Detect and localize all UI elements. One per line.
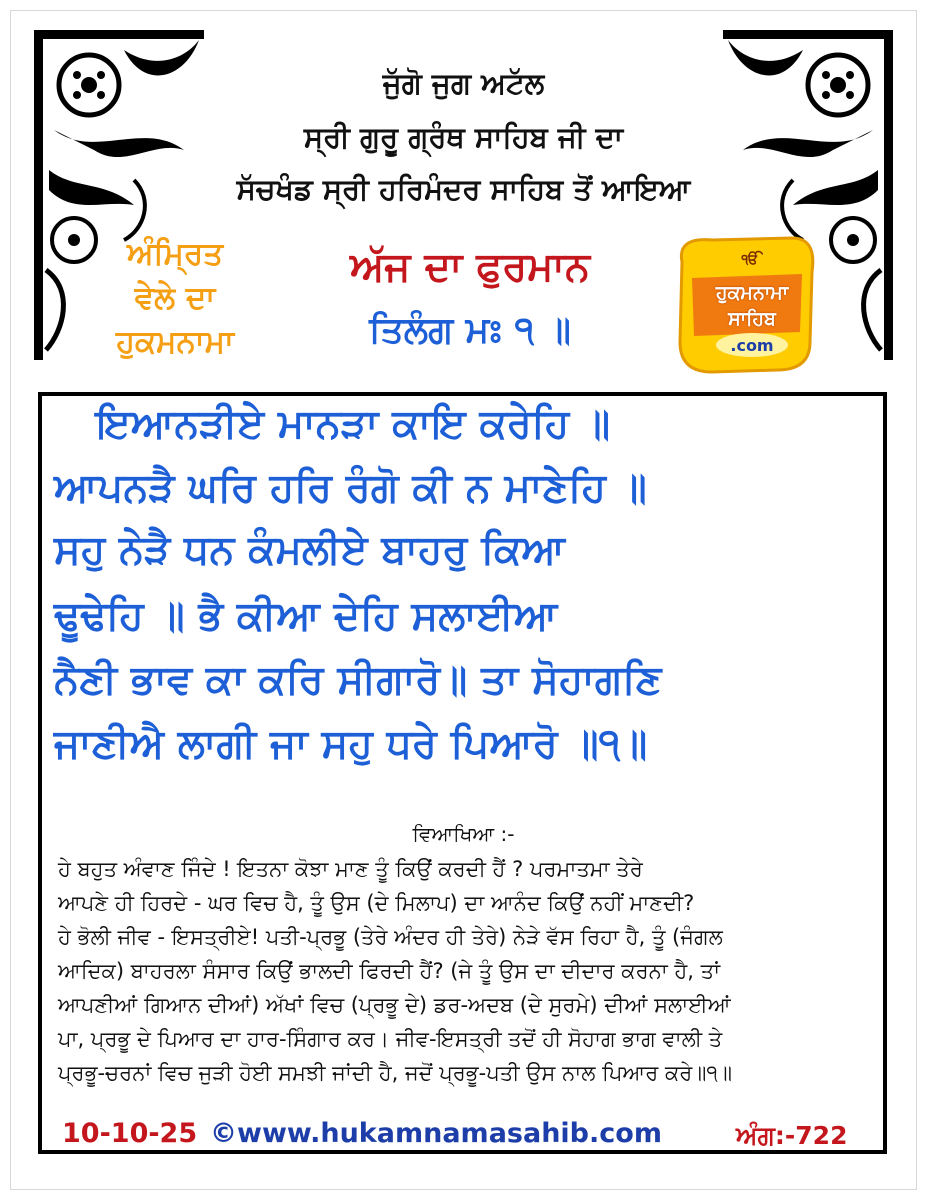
footer-date: 10-10-25: [62, 1118, 198, 1149]
verse-line-4: ਢੂਢੇਹਿ ॥ ਭੈ ਕੀਆ ਦੇਹਿ ਸਲਾਈਆ: [54, 593, 558, 639]
explanation-line-4: ਆਦਿਕ) ਬਾਹਰਲਾ ਸੰਸਾਰ ਕਿਉਂ ਭਾਲਦੀ ਫਿਰਦੀ ਹੈਂ? (ਜੇ ਤੂੰ ਉਸ ਦਾ ਦੀਦਾਰ ਕਰਨਾ ਹੈ, ਤਾਂ: [58, 959, 721, 983]
amrit-vele-label: [50, 232, 300, 364]
verse-line-5: ਨੈਣੀ ਭਾਵ ਕਾ ਕਰਿ ਸੀਗਾਰੋ॥ ਤਾ ਸੋਹਾਗਣਿ: [54, 657, 662, 703]
hukamnama-logo: [672, 232, 820, 376]
amrit-line-1: ਅੰਮ੍ਰਿਤ: [126, 236, 224, 272]
logo-com: .com: [730, 336, 774, 355]
footer-website-link[interactable]: ©www.hukamnamasahib.com: [210, 1118, 662, 1149]
explanation-line-1: ਹੇ ਬਹੁਤ ਅੰਵਾਣ ਜਿੰਦੇ ! ਇਤਨਾ ਕੋਝਾ ਮਾਣ ਤੂੰ ਕਿਉਂ ਕਰਦੀ ਹੈਂ ? ਪਰਮਾਤਮਾ ਤੇਰੇ: [58, 857, 643, 881]
verse-line-1: ਇਆਨੜੀਏ ਮਾਨੜਾ ਕਾਇ ਕਰੇਹਿ ॥: [96, 401, 611, 447]
raag-heading: ਤਿਲੰਗ ਮਃ ੧ ॥: [369, 310, 571, 351]
verse-line-2: ਆਪਨੜੈ ਘਰਿ ਹਰਿ ਰੰਗੋ ਕੀ ਨ ਮਾਣੇਹਿ ॥: [54, 465, 647, 511]
page-title: ਅੱਜ ਦਾ ਫੁਰਮਾਨ: [350, 244, 590, 290]
footer-ang-number: ਅੰਗ:-722: [736, 1121, 848, 1150]
verse-line-6: ਜਾਣੀਐ ਲਾਗੀ ਜਾ ਸਹੁ ਧਰੇ ਪਿਆਰੋ ॥੧॥: [54, 721, 648, 767]
amrit-line-3: ਹੁਕਮਨਾਮਾ: [115, 324, 235, 360]
header-line-2: ਸ੍ਰੀ ਗੁਰੂ ਗ੍ਰੰਥ ਸਾਹਿਬ ਜੀ ਦਾ: [303, 120, 624, 154]
ek-onkar-symbol: ੴ: [741, 252, 759, 268]
explanation-heading: ਵਿਆਖਿਆ :-: [412, 822, 515, 846]
explanation-line-5: ਆਪਣੀਆਂ ਗਿਆਨ ਦੀਆਂ) ਅੱਖਾਂ ਵਿਚ (ਪ੍ਰਭੂ ਦੇ) ਡਰ-ਅਦਬ (ਦੇ ਸੁਰਮੇ) ਦੀਆਂ ਸਲਾਈਆਂ: [58, 993, 731, 1017]
amrit-line-2: ਵੇਲੇ ਦਾ: [134, 280, 216, 316]
explanation-line-3: ਹੇ ਭੋਲੀ ਜੀਵ - ਇਸਤ੍ਰੀਏ! ਪਤੀ-ਪ੍ਰਭੂ (ਤੇਰੇ ਅੰਦਰ ਹੀ ਤੇਰੇ) ਨੇੜੇ ਵੱਸ ਰਿਹਾ ਹੈ, ਤੂੰ (ਜੰਗਲ: [58, 925, 723, 949]
header-line-1: ਜੁੱਗੋ ਜੁਗ ਅਟੱਲ: [382, 66, 545, 100]
logo-text-1: ਹੁਕਮਨਾਮਾ: [715, 282, 789, 304]
header-line-3: ਸੱਚਖੰਡ ਸ੍ਰੀ ਹਰਿਮੰਦਰ ਸਾਹਿਬ ਤੋਂ ਆਇਆ: [236, 172, 691, 206]
explanation-line-7: ਪ੍ਰਭੂ-ਚਰਨਾਂ ਵਿਚ ਜੁੜੀ ਹੋਈ ਸਮਝੀ ਜਾਂਦੀ ਹੈ, ਜਦੋਂ ਪ੍ਰਭੂ-ਪਤੀ ਉਸ ਨਾਲ ਪਿਆਰ ਕਰੇ॥੧॥: [58, 1061, 732, 1085]
verse-line-3: ਸਹੁ ਨੇੜੈ ਧਨ ਕੰਮਲੀਏ ਬਾਹਰੁ ਕਿਆ: [54, 527, 565, 573]
explanation-line-6: ਪਾ, ਪ੍ਰਭੂ ਦੇ ਪਿਆਰ ਦਾ ਹਾਰ-ਸਿੰਗਾਰ ਕਰ। ਜੀਵ-ਇਸਤ੍ਰੀ ਤਦੋਂ ਹੀ ਸੋਹਾਗ ਭਾਗ ਵਾਲੀ ਤੇ: [58, 1027, 723, 1051]
explanation-line-2: ਆਪਣੇ ਹੀ ਹਿਰਦੇ - ਘਰ ਵਿਚ ਹੈ, ਤੂੰ ਉਸ (ਦੇ ਮਿਲਾਪ) ਦਾ ਆਨੰਦ ਕਿਉਂ ਨਹੀਂ ਮਾਣਦੀ?: [58, 891, 695, 915]
logo-text-2: ਸਾਹਿਬ: [728, 308, 776, 330]
